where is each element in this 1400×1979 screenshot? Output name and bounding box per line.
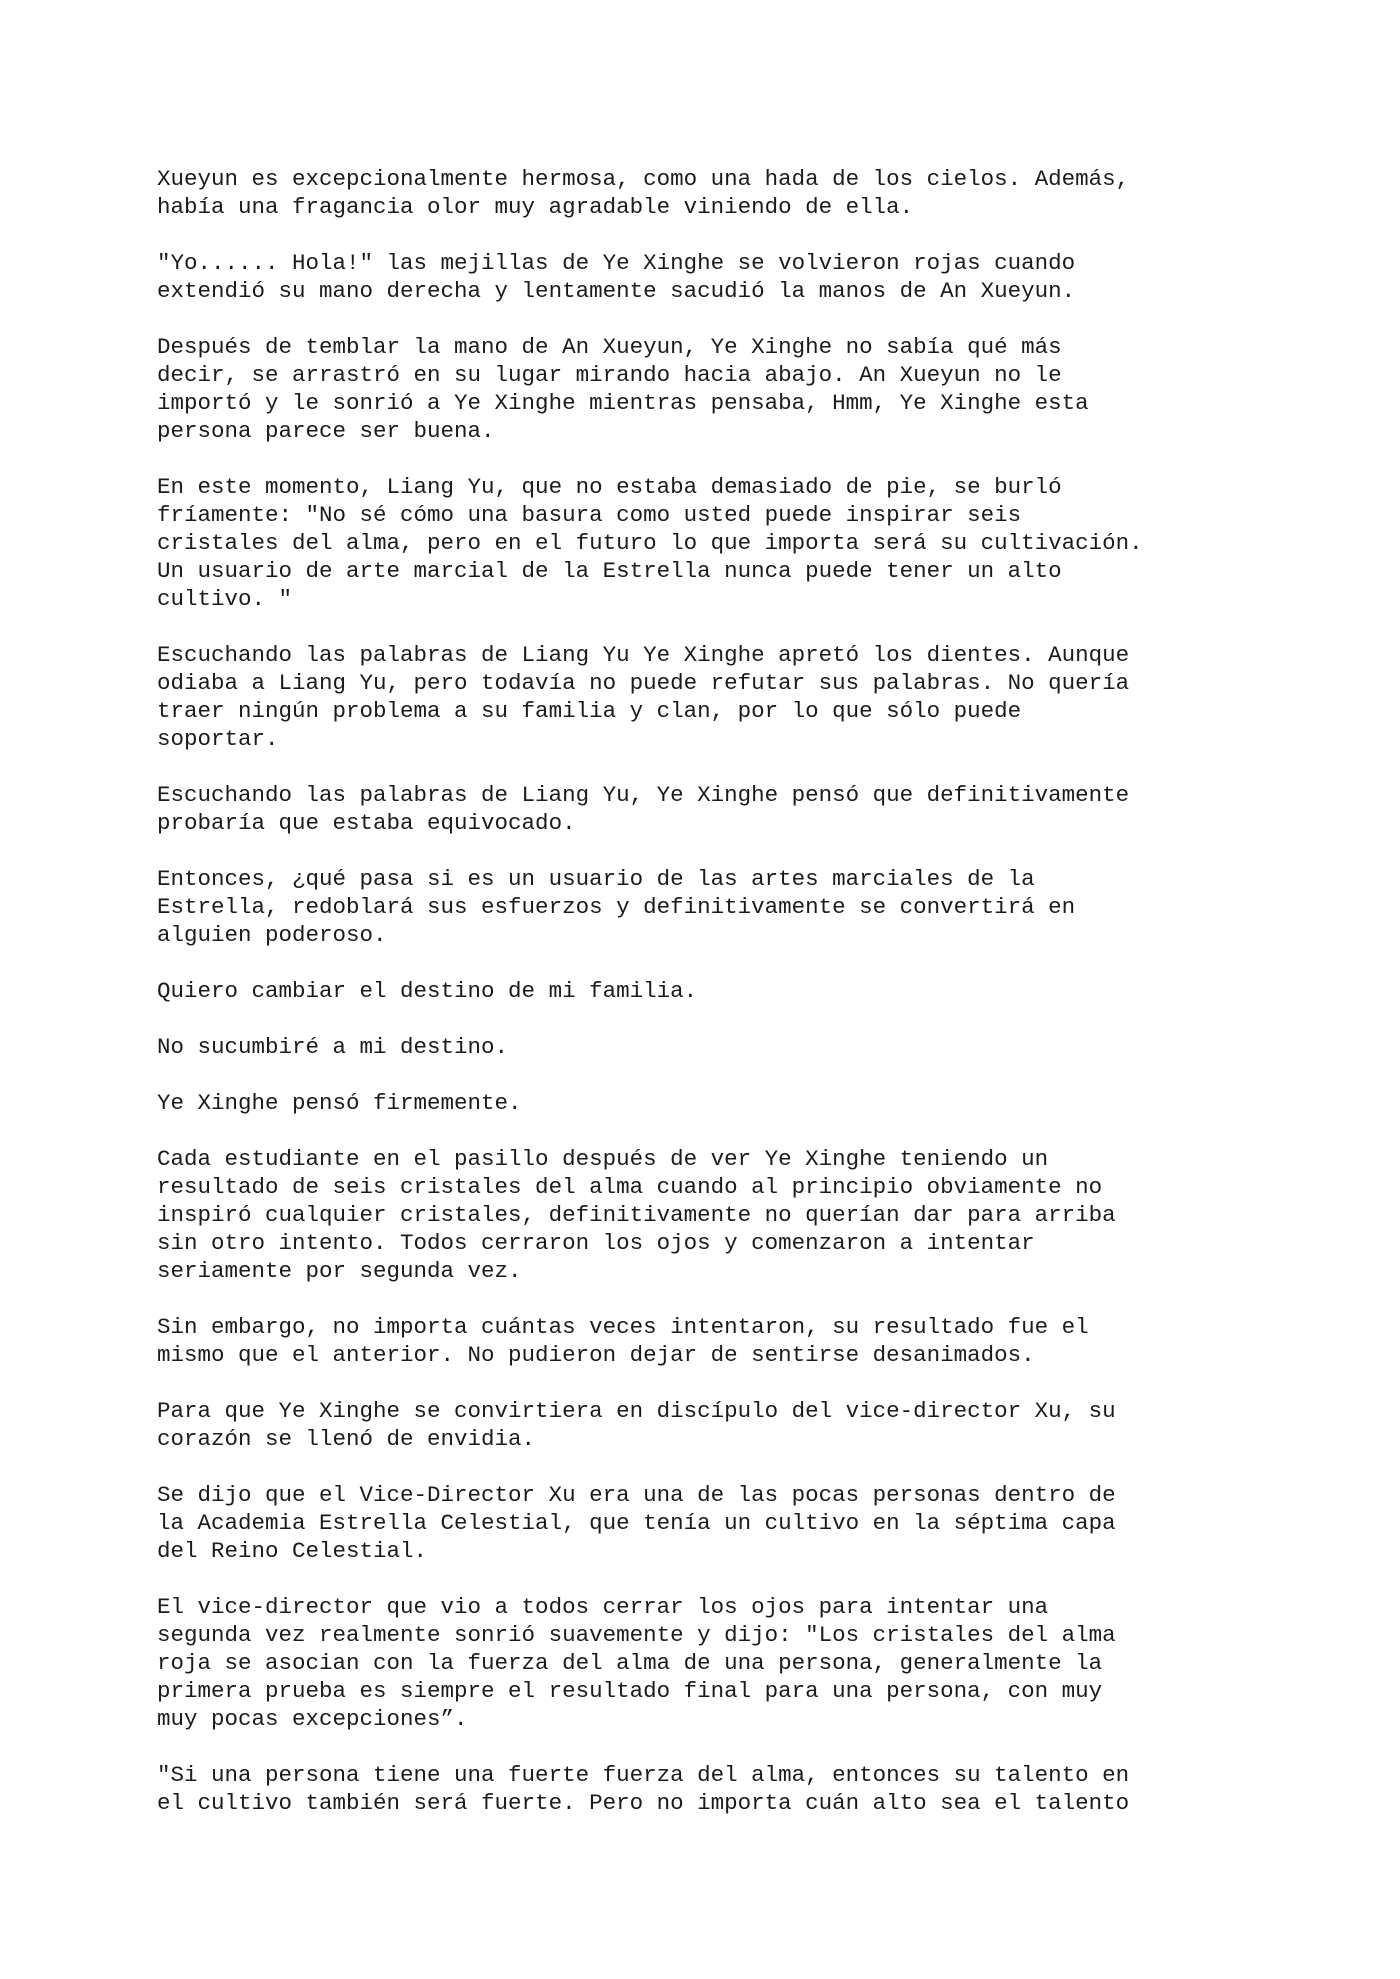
- text-line: del Reino Celestial.: [157, 1538, 428, 1564]
- text-line: sin otro intento. Todos cerraron los ojos y comenzaron a intentar: [157, 1230, 1035, 1256]
- paragraph: [157, 249, 1247, 305]
- text-line: Sin embargo, no importa cuántas veces intentaron, su resultado fue el: [157, 1314, 1089, 1340]
- paragraph: [157, 865, 1247, 949]
- paragraph: [157, 1089, 1247, 1117]
- text-line: alguien poderoso.: [157, 922, 387, 948]
- text-line: probaría que estaba equivocado.: [157, 810, 576, 836]
- text-line: El vice-director que vio a todos cerrar los ojos para intentar una: [157, 1594, 1049, 1620]
- text-line: mismo que el anterior. No pudieron dejar de sentirse desanimados.: [157, 1342, 1035, 1368]
- text-line: Después de temblar la mano de An Xueyun, Ye Xinghe no sabía qué más: [157, 334, 1062, 360]
- text-line: En este momento, Liang Yu, que no estaba demasiado de pie, se burló: [157, 474, 1062, 500]
- text-line: Se dijo que el Vice-Director Xu era una de las pocas personas dentro de: [157, 1482, 1116, 1508]
- text-line: inspiró cualquier cristales, definitivamente no querían dar para arriba: [157, 1202, 1116, 1228]
- text-line: odiaba a Liang Yu, pero todavía no puede refutar sus palabras. No quería: [157, 670, 1130, 696]
- document-body: [157, 165, 1247, 1817]
- paragraph: [157, 1397, 1247, 1453]
- text-line: Escuchando las palabras de Liang Yu, Ye Xinghe pensó que definitivamente: [157, 782, 1130, 808]
- text-line: Ye Xinghe pensó firmemente.: [157, 1090, 522, 1116]
- text-line: Para que Ye Xinghe se convirtiera en discípulo del vice-director Xu, su: [157, 1398, 1116, 1424]
- text-line: persona parece ser buena.: [157, 418, 495, 444]
- text-line: "Yo...... Hola!" las mejillas de Ye Xinghe se volvieron rojas cuando: [157, 250, 1076, 276]
- text-line: la Academia Estrella Celestial, que tenía un cultivo en la séptima capa: [157, 1510, 1116, 1536]
- paragraph: [157, 1761, 1247, 1817]
- text-line: había una fragancia olor muy agradable viniendo de ella.: [157, 194, 914, 220]
- text-line: "Si una persona tiene una fuerte fuerza del alma, entonces su talento en: [157, 1762, 1130, 1788]
- text-line: corazón se llenó de envidia.: [157, 1426, 536, 1452]
- text-line: Escuchando las palabras de Liang Yu Ye Xinghe apretó los dientes. Aunque: [157, 642, 1130, 668]
- paragraph: [157, 977, 1247, 1005]
- text-line: No sucumbiré a mi destino.: [157, 1034, 509, 1060]
- paragraph: [157, 1481, 1247, 1565]
- paragraph: [157, 1593, 1247, 1733]
- text-line: resultado de seis cristales del alma cuando al principio obviamente no: [157, 1174, 1103, 1200]
- text-line: primera prueba es siempre el resultado final para una persona, con muy: [157, 1678, 1103, 1704]
- text-line: Cada estudiante en el pasillo después de ver Ye Xinghe teniendo un: [157, 1146, 1049, 1172]
- text-line: cultivo. ": [157, 586, 293, 612]
- paragraph: [157, 473, 1247, 613]
- text-line: muy pocas excepciones”.: [157, 1706, 468, 1732]
- paragraph: [157, 641, 1247, 753]
- text-line: extendió su mano derecha y lentamente sacudió la manos de An Xueyun.: [157, 278, 1076, 304]
- text-line: Entonces, ¿qué pasa si es un usuario de las artes marciales de la: [157, 866, 1035, 892]
- text-line: Xueyun es excepcionalmente hermosa, como una hada de los cielos. Además,: [157, 166, 1130, 192]
- text-line: Quiero cambiar el destino de mi familia.: [157, 978, 698, 1004]
- paragraph: [157, 333, 1247, 445]
- text-line: Estrella, redoblará sus esfuerzos y definitivamente se convertirá en: [157, 894, 1076, 920]
- paragraph: [157, 1145, 1247, 1285]
- text-line: el cultivo también será fuerte. Pero no importa cuán alto sea el talento: [157, 1790, 1130, 1816]
- paragraph: [157, 1033, 1247, 1061]
- text-line: traer ningún problema a su familia y clan, por lo que sólo puede: [157, 698, 1022, 724]
- text-line: Un usuario de arte marcial de la Estrella nunca puede tener un alto: [157, 558, 1062, 584]
- paragraph: [157, 781, 1247, 837]
- text-line: decir, se arrastró en su lugar mirando hacia abajo. An Xueyun no le: [157, 362, 1062, 388]
- text-line: fríamente: "No sé cómo una basura como usted puede inspirar seis: [157, 502, 1022, 528]
- text-line: soportar.: [157, 726, 279, 752]
- text-line: importó y le sonrió a Ye Xinghe mientras pensaba, Hmm, Ye Xinghe esta: [157, 390, 1089, 416]
- text-line: seriamente por segunda vez.: [157, 1258, 522, 1284]
- text-line: segunda vez realmente sonrió suavemente y dijo: "Los cristales del alma: [157, 1622, 1116, 1648]
- text-line: roja se asocian con la fuerza del alma de una persona, generalmente la: [157, 1650, 1103, 1676]
- paragraph: [157, 1313, 1247, 1369]
- paragraph: [157, 165, 1247, 221]
- text-line: cristales del alma, pero en el futuro lo que importa será su cultivación.: [157, 530, 1143, 556]
